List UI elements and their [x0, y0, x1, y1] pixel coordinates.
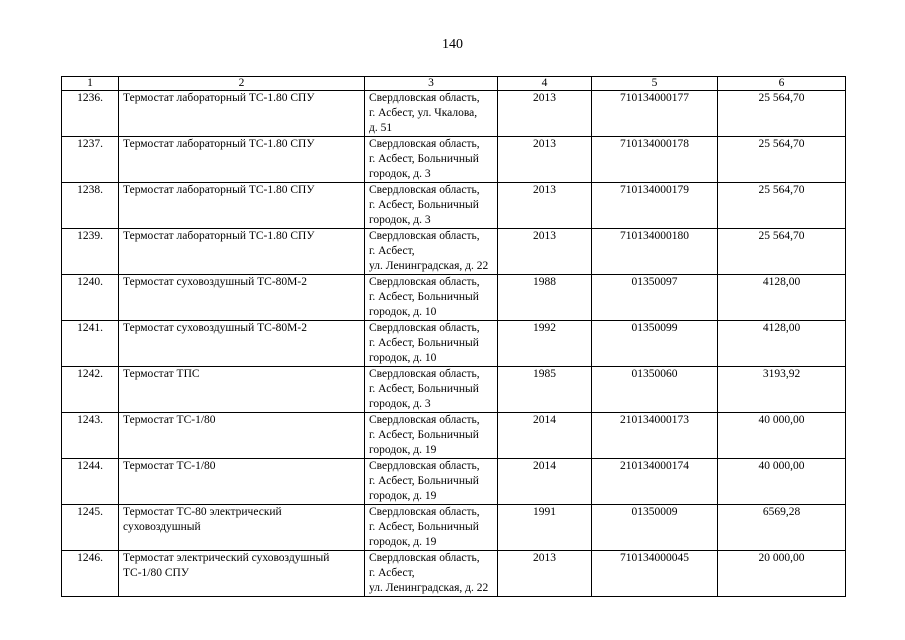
column-header-1: 1	[62, 77, 119, 91]
item-year: 1988	[498, 275, 592, 321]
item-year: 1985	[498, 367, 592, 413]
table-row	[62, 321, 846, 367]
item-address: Свердловская область, г. Асбест, Больничный городок, д. 19	[365, 459, 498, 505]
inventory-number: 710134000045	[592, 551, 718, 597]
table-row	[62, 551, 846, 597]
item-name: Термостат лабораторный ТС-1.80 СПУ	[119, 183, 365, 229]
table-row	[62, 137, 846, 183]
item-address: Свердловская область, г. Асбест, ул. Чкалова, д. 51	[365, 91, 498, 137]
inventory-number: 01350009	[592, 505, 718, 551]
table-row	[62, 505, 846, 551]
item-address: Свердловская область, г. Асбест, Больничный городок, д. 3	[365, 367, 498, 413]
item-address: Свердловская область, г. Асбест, Больничный городок, д. 3	[365, 137, 498, 183]
header-row	[62, 77, 846, 91]
item-name: Термостат ТС-1/80	[119, 413, 365, 459]
item-year: 2013	[498, 183, 592, 229]
item-address: Свердловская область, г. Асбест, Больничный городок, д. 3	[365, 183, 498, 229]
item-cost: 25 564,70	[718, 183, 846, 229]
item-name: Термостат лабораторный ТС-1.80 СПУ	[119, 229, 365, 275]
item-year: 1992	[498, 321, 592, 367]
inventory-number: 710134000178	[592, 137, 718, 183]
column-header-6: 6	[718, 77, 846, 91]
item-name: Термостат ТС-1/80	[119, 459, 365, 505]
item-year: 2013	[498, 551, 592, 597]
item-year: 2013	[498, 137, 592, 183]
row-number: 1244.	[62, 459, 119, 505]
item-year: 2013	[498, 229, 592, 275]
table-row	[62, 229, 846, 275]
page-number: 140	[442, 37, 463, 52]
item-cost: 20 000,00	[718, 551, 846, 597]
item-address: Свердловская область, г. Асбест, Больничный городок, д. 19	[365, 413, 498, 459]
column-header-5: 5	[592, 77, 718, 91]
row-number: 1236.	[62, 91, 119, 137]
item-name: Термостат лабораторный ТС-1.80 СПУ	[119, 137, 365, 183]
row-number: 1242.	[62, 367, 119, 413]
column-header-3: 3	[365, 77, 498, 91]
table-row	[62, 275, 846, 321]
item-cost: 40 000,00	[718, 413, 846, 459]
item-cost: 40 000,00	[718, 459, 846, 505]
item-name: Термостат ТС-80 электрический суховоздушный	[119, 505, 365, 551]
item-cost: 3193,92	[718, 367, 846, 413]
inventory-number: 210134000173	[592, 413, 718, 459]
inventory-number: 01350060	[592, 367, 718, 413]
item-cost: 4128,00	[718, 275, 846, 321]
inventory-number: 710134000179	[592, 183, 718, 229]
table-row	[62, 367, 846, 413]
item-year: 1991	[498, 505, 592, 551]
item-year: 2014	[498, 413, 592, 459]
inventory-number: 210134000174	[592, 459, 718, 505]
item-cost: 25 564,70	[718, 137, 846, 183]
row-number: 1243.	[62, 413, 119, 459]
item-address: Свердловская область, г. Асбест, ул. Ленинградская, д. 22	[365, 551, 498, 597]
inventory-number: 01350099	[592, 321, 718, 367]
item-name: Термостат суховоздушный ТС-80М-2	[119, 275, 365, 321]
item-address: Свердловская область, г. Асбест, Больничный городок, д. 19	[365, 505, 498, 551]
item-name: Термостат электрический суховоздушный ТС-1/80 СПУ	[119, 551, 365, 597]
inventory-number: 710134000180	[592, 229, 718, 275]
table-row	[62, 91, 846, 137]
item-cost: 6569,28	[718, 505, 846, 551]
column-header-4: 4	[498, 77, 592, 91]
item-address: Свердловская область, г. Асбест, Больничный городок, д. 10	[365, 321, 498, 367]
row-number: 1237.	[62, 137, 119, 183]
item-cost: 25 564,70	[718, 229, 846, 275]
row-number: 1245.	[62, 505, 119, 551]
table-row	[62, 459, 846, 505]
property-table	[61, 76, 846, 597]
item-name: Термостат лабораторный ТС-1.80 СПУ	[119, 91, 365, 137]
item-year: 2014	[498, 459, 592, 505]
inventory-number: 01350097	[592, 275, 718, 321]
row-number: 1246.	[62, 551, 119, 597]
item-cost: 25 564,70	[718, 91, 846, 137]
row-number: 1238.	[62, 183, 119, 229]
inventory-number: 710134000177	[592, 91, 718, 137]
row-number: 1241.	[62, 321, 119, 367]
table-row	[62, 183, 846, 229]
item-name: Термостат суховоздушный ТС-80М-2	[119, 321, 365, 367]
item-name: Термостат ТПС	[119, 367, 365, 413]
column-header-2: 2	[119, 77, 365, 91]
table-row	[62, 413, 846, 459]
item-year: 2013	[498, 91, 592, 137]
row-number: 1239.	[62, 229, 119, 275]
row-number: 1240.	[62, 275, 119, 321]
item-cost: 4128,00	[718, 321, 846, 367]
item-address: Свердловская область, г. Асбест, Больничный городок, д. 10	[365, 275, 498, 321]
item-address: Свердловская область, г. Асбест, ул. Ленинградская, д. 22	[365, 229, 498, 275]
